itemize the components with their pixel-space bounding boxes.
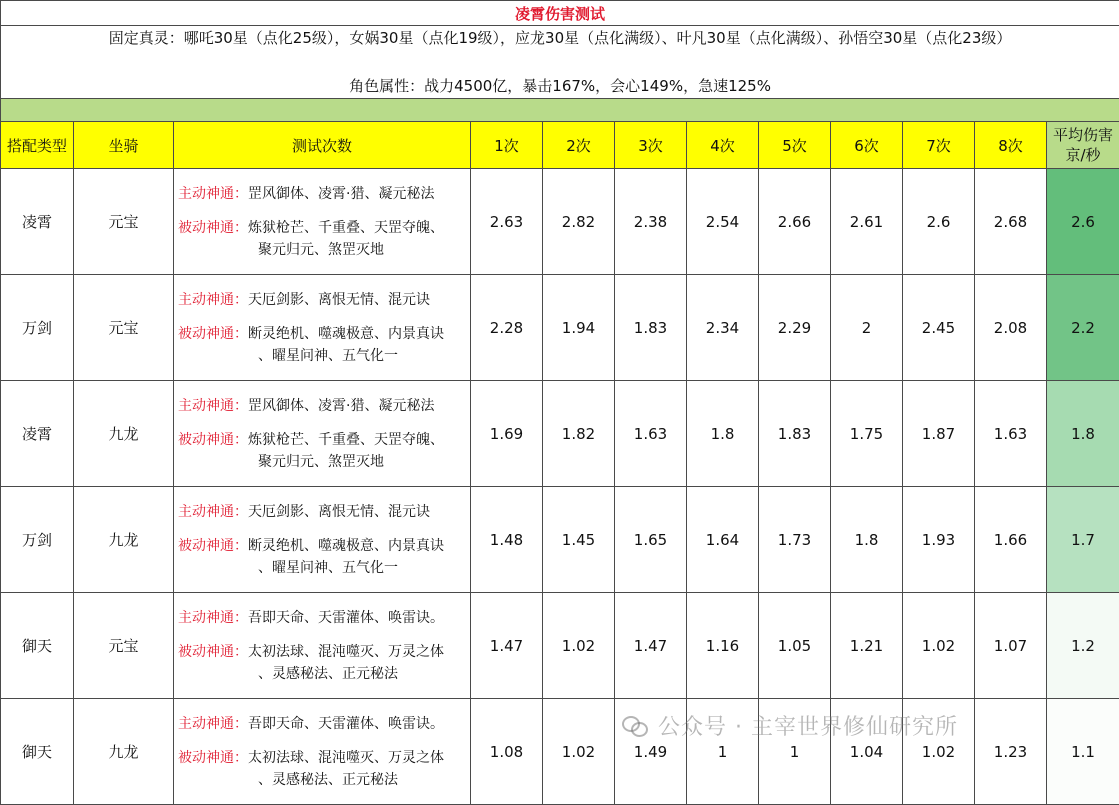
run-value: 1.75 xyxy=(831,381,903,487)
row-skills xyxy=(174,699,471,805)
row-mount: 元宝 xyxy=(74,275,174,381)
passive-skills-text: 炼狱枪芒、千重叠、天罡夺魄、 xyxy=(248,432,444,448)
row-type: 凌霄 xyxy=(1,169,74,275)
passive-skills xyxy=(178,217,470,239)
table-row xyxy=(1,275,1119,381)
passive-skills-label: 被动神通： xyxy=(178,750,248,766)
run-value: 1.64 xyxy=(687,487,759,593)
run-value: 2.6 xyxy=(903,169,975,275)
run-value: 2.82 xyxy=(543,169,615,275)
run-value: 2.54 xyxy=(687,169,759,275)
passive-skills xyxy=(178,747,470,769)
active-skills-text: 天厄剑影、离恨无情、混元诀 xyxy=(248,504,430,520)
table-row xyxy=(1,487,1119,593)
row-mount: 九龙 xyxy=(74,487,174,593)
active-skills xyxy=(178,713,470,735)
active-skills-label: 主动神通： xyxy=(178,716,248,732)
row-skills xyxy=(174,381,471,487)
active-skills-text: 吾即天命、天雷灌体、唤雷诀。 xyxy=(248,610,444,626)
run-value: 2.08 xyxy=(975,275,1047,381)
run-value: 1.83 xyxy=(759,381,831,487)
header-run-4: 4次 xyxy=(687,122,759,169)
active-skills-label: 主动神通： xyxy=(178,610,248,626)
header-run-3: 3次 xyxy=(615,122,687,169)
row-mount: 九龙 xyxy=(74,381,174,487)
run-value: 2.29 xyxy=(759,275,831,381)
run-value: 1.8 xyxy=(687,381,759,487)
run-value: 1 xyxy=(687,699,759,805)
active-skills-text: 吾即天命、天雷灌体、唤雷诀。 xyxy=(248,716,444,732)
passive-skills-text: 炼狱枪芒、千重叠、天罡夺魄、 xyxy=(248,220,444,236)
average-value: 1.2 xyxy=(1047,593,1119,699)
passive-skills-label: 被动神通： xyxy=(178,644,248,660)
run-value: 1 xyxy=(759,699,831,805)
run-value: 1.87 xyxy=(903,381,975,487)
header-run-7: 7次 xyxy=(903,122,975,169)
run-value: 1.66 xyxy=(975,487,1047,593)
row-type: 万剑 xyxy=(1,275,74,381)
active-skills xyxy=(178,395,470,417)
table-title: 凌霄伤害测试 xyxy=(1,1,1119,26)
run-value: 1.94 xyxy=(543,275,615,381)
header-test-count: 测试次数 xyxy=(174,122,471,169)
run-value: 1.63 xyxy=(615,381,687,487)
table-row xyxy=(1,169,1119,275)
run-value: 2.61 xyxy=(831,169,903,275)
run-value: 1.02 xyxy=(543,699,615,805)
header-average xyxy=(1047,122,1119,169)
row-skills xyxy=(174,593,471,699)
run-value: 1.47 xyxy=(615,593,687,699)
active-skills-label: 主动神通： xyxy=(178,186,248,202)
active-skills xyxy=(178,501,470,523)
passive-skills xyxy=(178,641,470,663)
run-value: 1.93 xyxy=(903,487,975,593)
average-value: 1.1 xyxy=(1047,699,1119,805)
attributes-text: 角色属性：战力4500亿，暴击167%，会心149%，急速125% xyxy=(1,74,1119,98)
run-value: 1.45 xyxy=(543,487,615,593)
run-value: 2 xyxy=(831,275,903,381)
passive-skills-continued: 聚元归元、煞罡灭地 xyxy=(178,239,470,261)
run-value: 1.65 xyxy=(615,487,687,593)
average-value: 1.8 xyxy=(1047,381,1119,487)
run-value: 2.34 xyxy=(687,275,759,381)
active-skills-text: 罡风御体、凌霄·猎、凝元秘法 xyxy=(248,186,434,202)
fixed-spirits-text: 固定真灵：哪吒30星（点化25级），女娲30星（点化19级），应龙30星（点化满级）、叶凡30星（点化满级）、孙悟空30星（点化23级） xyxy=(1,26,1119,50)
header-run-5: 5次 xyxy=(759,122,831,169)
active-skills-text: 罡风御体、凌霄·猎、凝元秘法 xyxy=(248,398,434,414)
run-value: 1.69 xyxy=(471,381,543,487)
passive-skills-label: 被动神通： xyxy=(178,326,248,342)
run-value: 1.07 xyxy=(975,593,1047,699)
active-skills-label: 主动神通： xyxy=(178,504,248,520)
passive-skills-label: 被动神通： xyxy=(178,220,248,236)
passive-skills-text: 太初法球、混沌噬灭、万灵之体 xyxy=(248,644,444,660)
run-value: 1.48 xyxy=(471,487,543,593)
passive-skills-continued: 、曜星问神、五气化一 xyxy=(178,345,470,367)
passive-skills-text: 断灵绝机、噬魂极意、内景真诀 xyxy=(248,538,444,554)
info-cell xyxy=(1,26,1119,99)
passive-skills-continued: 聚元归元、煞罡灭地 xyxy=(178,451,470,473)
passive-skills-label: 被动神通： xyxy=(178,538,248,554)
passive-skills-text: 太初法球、混沌噬灭、万灵之体 xyxy=(248,750,444,766)
passive-skills xyxy=(178,429,470,451)
run-value: 2.68 xyxy=(975,169,1047,275)
table-row xyxy=(1,381,1119,487)
active-skills-label: 主动神通： xyxy=(178,292,248,308)
run-value: 1.16 xyxy=(687,593,759,699)
header-run-1: 1次 xyxy=(471,122,543,169)
passive-skills-continued: 、灵感秘法、正元秘法 xyxy=(178,663,470,685)
passive-skills-label: 被动神通： xyxy=(178,432,248,448)
active-skills xyxy=(178,183,470,205)
passive-skills-text: 断灵绝机、噬魂极意、内景真诀 xyxy=(248,326,444,342)
passive-skills-continued: 、灵感秘法、正元秘法 xyxy=(178,769,470,791)
average-value: 2.2 xyxy=(1047,275,1119,381)
row-type: 万剑 xyxy=(1,487,74,593)
row-mount: 元宝 xyxy=(74,593,174,699)
row-skills xyxy=(174,487,471,593)
run-value: 1.05 xyxy=(759,593,831,699)
active-skills xyxy=(178,289,470,311)
run-value: 2.28 xyxy=(471,275,543,381)
row-type: 御天 xyxy=(1,699,74,805)
table-row xyxy=(1,593,1119,699)
run-value: 1.08 xyxy=(471,699,543,805)
active-skills-text: 天厄剑影、离恨无情、混元诀 xyxy=(248,292,430,308)
run-value: 1.23 xyxy=(975,699,1047,805)
run-value: 1.49 xyxy=(615,699,687,805)
passive-skills xyxy=(178,535,470,557)
divider-strip xyxy=(1,99,1119,122)
header-run-8: 8次 xyxy=(975,122,1047,169)
active-skills xyxy=(178,607,470,629)
run-value: 1.8 xyxy=(831,487,903,593)
passive-skills-continued: 、曜星问神、五气化一 xyxy=(178,557,470,579)
average-value: 1.7 xyxy=(1047,487,1119,593)
run-value: 2.63 xyxy=(471,169,543,275)
row-type: 凌霄 xyxy=(1,381,74,487)
run-value: 1.02 xyxy=(543,593,615,699)
run-value: 1.82 xyxy=(543,381,615,487)
run-value: 1.04 xyxy=(831,699,903,805)
active-skills-label: 主动神通： xyxy=(178,398,248,414)
run-value: 1.73 xyxy=(759,487,831,593)
table-row xyxy=(1,699,1119,805)
run-value: 2.45 xyxy=(903,275,975,381)
run-value: 1.63 xyxy=(975,381,1047,487)
run-value: 2.66 xyxy=(759,169,831,275)
run-value: 1.02 xyxy=(903,593,975,699)
row-skills xyxy=(174,169,471,275)
row-mount: 九龙 xyxy=(74,699,174,805)
run-value: 2.38 xyxy=(615,169,687,275)
header-type: 搭配类型 xyxy=(1,122,74,169)
row-type: 御天 xyxy=(1,593,74,699)
run-value: 1.47 xyxy=(471,593,543,699)
header-mount: 坐骑 xyxy=(74,122,174,169)
row-skills xyxy=(174,275,471,381)
run-value: 1.21 xyxy=(831,593,903,699)
run-value: 1.02 xyxy=(903,699,975,805)
header-row xyxy=(1,122,1119,169)
run-value: 1.83 xyxy=(615,275,687,381)
header-run-6: 6次 xyxy=(831,122,903,169)
average-value: 2.6 xyxy=(1047,169,1119,275)
header-run-2: 2次 xyxy=(543,122,615,169)
watermark-text: 公众号 · 主宰世界修仙研究所 xyxy=(658,710,958,741)
header-average-line2: 京/秒 xyxy=(1066,146,1101,164)
header-average-line1: 平均伤害 xyxy=(1053,126,1113,144)
row-mount: 元宝 xyxy=(74,169,174,275)
passive-skills xyxy=(178,323,470,345)
